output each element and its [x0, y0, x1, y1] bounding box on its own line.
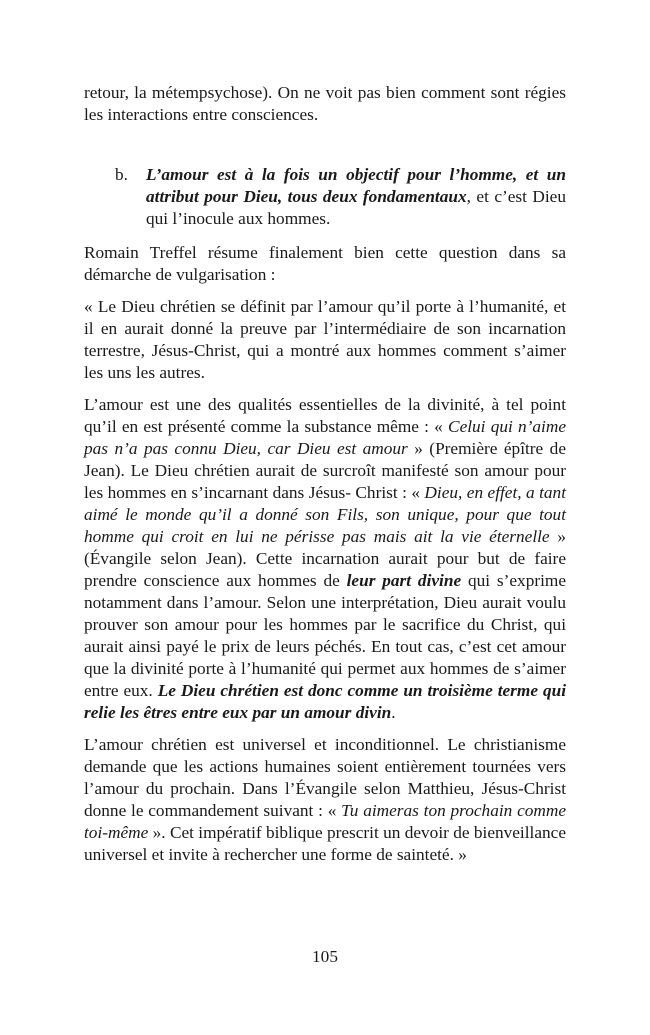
list-item-text [146, 164, 566, 230]
list-marker: b. [115, 165, 128, 184]
qp2-italic-2: Dieu, en effet, a tant aimé le monde qu’il a donné son Fils, son unique, pour que tout homme qui croit en lui ne périsse pas mais ait la vie éternelle [84, 483, 566, 546]
qp2-italic-1: Celui qui n’aime pas n’a pas connu Dieu, car Dieu est amour [84, 417, 566, 458]
list-item-bold-text: L’amour est à la fois un objectif pour l’homme, et un attribut pour Dieu, tous deux fondamentaux [146, 165, 566, 206]
qp2-text-3: » (Évangile selon Jean). Cette incarnation aurait pour but de faire prendre conscience aux hommes de [84, 527, 566, 590]
quote-paragraph-1: « Le Dieu chrétien se définit par l’amour qu’il porte à l’humanité, et il en aurait donné la preuve par l’intermédiaire de son incarnation terrestre, Jésus-Christ, qui a montré aux hommes comment s’aimer les uns les autres. [84, 297, 566, 382]
qp2-bold-2: Le Dieu chrétien est donc comme un troisième terme qui relie les êtres entre eux par un amour divin [84, 681, 567, 722]
top-paragraph-block [84, 82, 566, 126]
qp3-text-2: ». Cet impératif biblique prescrit un devoir de bienveillance universel et invite à rechercher une forme de sainteté. » [84, 823, 566, 864]
qp2-text-1: L’amour est une des qualités essentielles de la divinité, à tel point qu’il en est présenté comme la substance même : « [84, 395, 566, 436]
intro-paragraph: Romain Treffel résume finalement bien cette question dans sa démarche de vulgarisation : [84, 243, 566, 284]
qp3-text-1: L’amour chrétien est universel et inconditionnel. Le christianisme demande que les actions humaines soient entièrement tournées vers l’amour du prochain. Dans l’Évangile selon Matthieu, Jésus-Christ donne le commandement suivant : « [84, 735, 566, 820]
list-item-b [115, 164, 566, 230]
qp2-text-4: qui s’exprime notamment dans l’amour. Selon une interprétation, Dieu aurait voulu prouver son amour pour les hommes par le sacrifice du Christ, qui aurait ainsi payé le prix de leurs péchés. En tout cas, c’est cet amour que la divinité porte à l’humanité qui permet aux hommes de s’aimer entre eux. [84, 571, 566, 700]
qp2-text-5: . [391, 703, 396, 722]
qp2-text-2: » (Première épître de Jean). Le Dieu chrétien aurait de surcroît manifesté son amour pour les hommes en s’incarnant dans Jésus- Christ : « [84, 439, 566, 502]
quote-paragraph-2 [84, 394, 566, 724]
qp2-bold-1: leur part divine [346, 571, 462, 590]
page-number: 105 [312, 947, 338, 966]
list-item-rest-text: , et c’est Dieu qui l’inocule aux hommes. [146, 187, 566, 228]
top-paragraph: retour, la métempsychose). On ne voit pas bien comment sont régies les interactions entre consciences. [84, 83, 566, 124]
qp3-italic-1: Tu aimeras ton prochain comme toi-même [84, 801, 567, 842]
main-text-block [84, 242, 566, 866]
quote-paragraph-3 [84, 734, 566, 866]
